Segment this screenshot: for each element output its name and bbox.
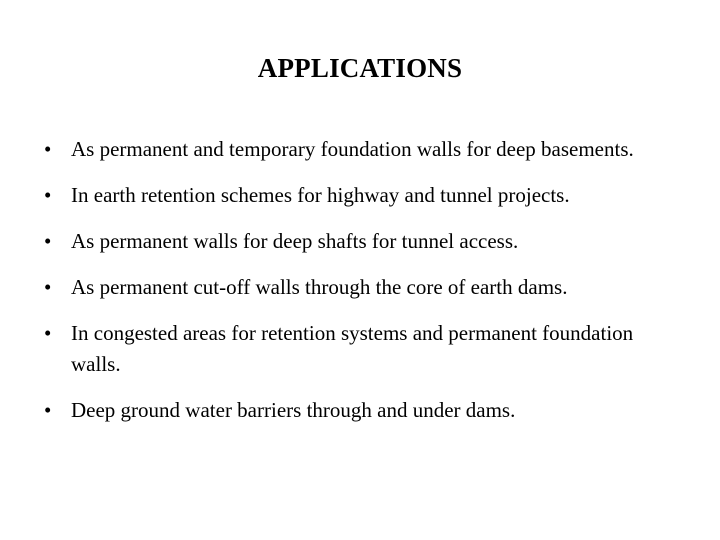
- bullet-icon: •: [44, 275, 52, 299]
- bullet-icon: •: [44, 137, 52, 161]
- list-item: [44, 180, 684, 211]
- bullet-text: In congested areas for retention systems and permanent foundation walls.: [71, 321, 634, 376]
- bullet-text: As permanent walls for deep shafts for tunnel access.: [71, 229, 519, 253]
- list-item: [44, 395, 684, 426]
- list-item: [44, 318, 684, 380]
- bullet-icon: •: [44, 321, 52, 345]
- list-item: [44, 272, 684, 303]
- bullet-icon: •: [44, 183, 52, 207]
- slide-title: APPLICATIONS: [257, 53, 463, 83]
- bullet-text: As permanent cut-off walls through the core of earth dams.: [71, 275, 568, 299]
- bullet-text: In earth retention schemes for highway and tunnel projects.: [71, 183, 570, 207]
- bullet-icon: •: [44, 398, 52, 422]
- bullet-icon: •: [44, 229, 52, 253]
- list-item: [44, 134, 684, 165]
- bullet-text: Deep ground water barriers through and under dams.: [71, 398, 516, 422]
- bullet-list: [44, 134, 684, 441]
- list-item: [44, 226, 684, 257]
- bullet-text: As permanent and temporary foundation walls for deep basements.: [71, 137, 634, 161]
